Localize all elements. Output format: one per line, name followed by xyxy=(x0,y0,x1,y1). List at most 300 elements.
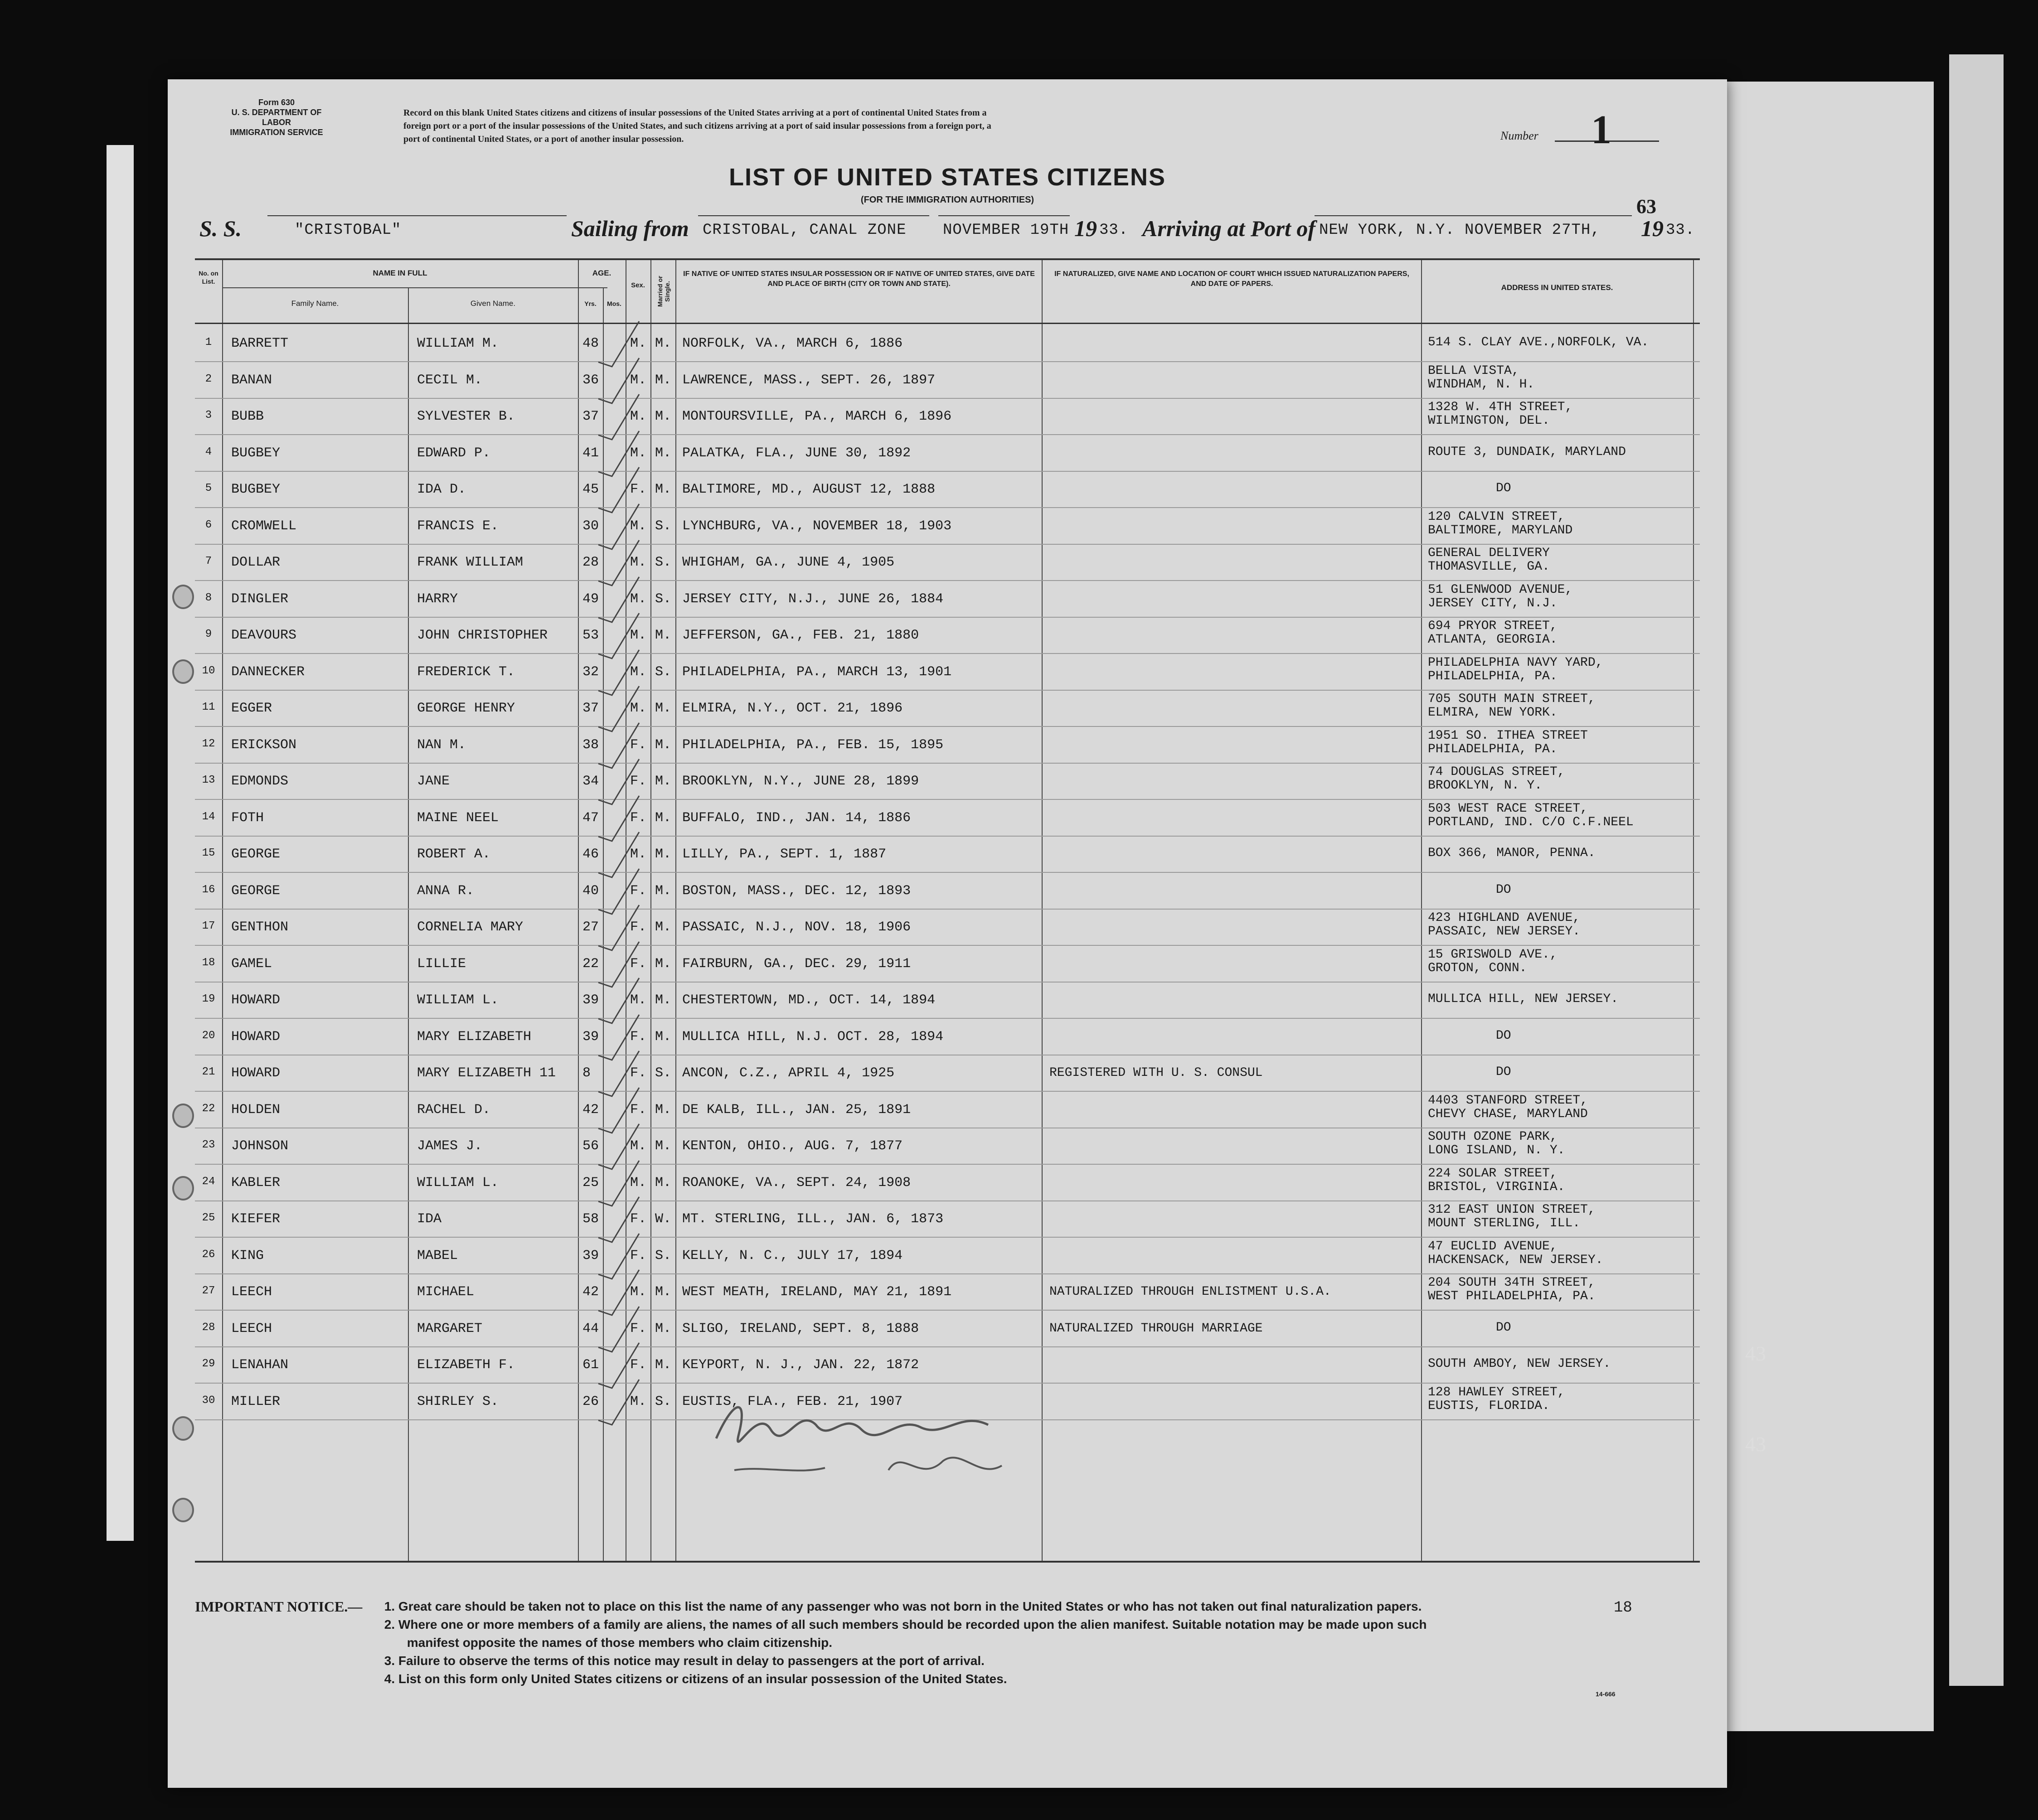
number-label: Number xyxy=(1500,129,1538,142)
notice-item-2-cont: manifest opposite the names of those members who claim citizenship. xyxy=(407,1636,832,1650)
address-line-2: SOUTH AMBOY, NEW JERSEY. xyxy=(1428,1357,1611,1371)
address xyxy=(1428,911,1580,939)
birth-place-date: PALATKA, FLA., JUNE 30, 1892 xyxy=(682,445,911,461)
address xyxy=(1428,336,1649,349)
address xyxy=(1428,1130,1565,1157)
family-name: DEAVOURS xyxy=(231,628,297,643)
marital-status: M. xyxy=(655,774,672,789)
birth-place-date: PASSAIC, N.J., NOV. 18, 1906 xyxy=(682,920,911,935)
year-prefix-1: 19 xyxy=(1074,216,1097,241)
header-sex: Sex. xyxy=(631,281,645,289)
given-name: WILLIAM L. xyxy=(417,992,499,1008)
family-name: LEECH xyxy=(231,1284,272,1300)
birth-place-date: LAWRENCE, MASS., SEPT. 26, 1897 xyxy=(682,372,936,388)
sex: M. xyxy=(630,372,647,388)
birth-place-date: MULLICA HILL, N.J. OCT. 28, 1894 xyxy=(682,1029,944,1045)
manifest-page xyxy=(168,79,1727,1788)
punch-hole xyxy=(172,659,194,684)
header-yrs: Yrs. xyxy=(584,300,597,307)
address-line-2: ROUTE 3, DUNDAIK, MARYLAND xyxy=(1428,445,1626,459)
sex: F. xyxy=(630,1065,647,1081)
row-number: 28 xyxy=(202,1321,215,1334)
family-name: BUGBEY xyxy=(231,482,281,497)
address xyxy=(1496,883,1511,897)
age-years: 45 xyxy=(582,482,599,497)
ship-name: "CRISTOBAL" xyxy=(295,222,402,239)
sex: M. xyxy=(630,1138,647,1154)
table-row xyxy=(195,436,1700,472)
table-row xyxy=(195,1092,1700,1128)
address xyxy=(1428,364,1534,392)
header-age: AGE. xyxy=(592,269,611,277)
departure-year: 33. xyxy=(1099,222,1129,239)
family-name: DOLLAR xyxy=(231,555,281,570)
birth-place-date: SLIGO, IRELAND, SEPT. 8, 1888 xyxy=(682,1321,919,1336)
row-number: 8 xyxy=(205,591,212,604)
birth-place-date: DE KALB, ILL., JAN. 25, 1891 xyxy=(682,1102,911,1118)
table-row xyxy=(195,873,1700,910)
row-number: 25 xyxy=(202,1212,215,1224)
row-number: 4 xyxy=(205,445,212,458)
family-name: BUBB xyxy=(231,409,264,424)
family-name: HOWARD xyxy=(231,1065,281,1081)
address xyxy=(1428,1240,1603,1267)
age-years: 39 xyxy=(582,1029,599,1045)
list-number: 1 xyxy=(1591,107,1611,152)
table-row xyxy=(195,654,1700,691)
notice-item-3: 3. Failure to observe the terms of this notice may result in delay to passengers at the port of arrival. xyxy=(384,1654,985,1668)
table-row xyxy=(195,1165,1700,1201)
sex: F. xyxy=(630,774,647,789)
marital-status: M. xyxy=(655,992,672,1008)
birth-place-date: MT. STERLING, ILL., JAN. 6, 1873 xyxy=(682,1211,944,1227)
age-years: 30 xyxy=(582,518,599,534)
age-years: 39 xyxy=(582,1248,599,1263)
table-row xyxy=(195,946,1700,983)
row-number: 7 xyxy=(205,555,212,567)
address-line-2: DO xyxy=(1496,1320,1511,1335)
marital-status: S. xyxy=(655,664,672,680)
sex: F. xyxy=(630,1248,647,1263)
address-line-2: PORTLAND, IND. C/O C.F.NEEL xyxy=(1428,815,1634,829)
family-name: EDMONDS xyxy=(231,774,289,789)
family-name: GEORGE xyxy=(231,883,281,899)
family-name: CROMWELL xyxy=(231,518,297,534)
table-row xyxy=(195,1019,1700,1055)
table-row xyxy=(195,508,1700,545)
address-line-1: 15 GRISWOLD AVE., xyxy=(1428,947,1558,962)
header-name-in-full: NAME IN FULL xyxy=(373,269,427,277)
sex: M. xyxy=(630,701,647,716)
address xyxy=(1428,1094,1588,1121)
department-name: U. S. DEPARTMENT OF LABOR xyxy=(231,108,322,127)
table-row xyxy=(195,363,1700,399)
family-name: JOHNSON xyxy=(231,1138,289,1154)
birth-place-date: ROANOKE, VA., SEPT. 24, 1908 xyxy=(682,1175,911,1191)
table-row xyxy=(195,1128,1700,1165)
header-given-name: Given Name. xyxy=(470,299,516,308)
given-name: GEORGE HENRY xyxy=(417,701,515,716)
birth-place-date: WEST MEATH, IRELAND, MAY 21, 1891 xyxy=(682,1284,952,1300)
birth-place-date: ELMIRA, N.Y., OCT. 21, 1896 xyxy=(682,701,903,716)
row-number: 17 xyxy=(202,920,215,932)
family-name: KING xyxy=(231,1248,264,1263)
address xyxy=(1496,1321,1511,1335)
birth-place-date: BUFFALO, IND., JAN. 14, 1886 xyxy=(682,810,911,826)
address-line-1: 47 EUCLID AVENUE, xyxy=(1428,1239,1558,1254)
family-name: HOWARD xyxy=(231,992,281,1008)
date-underline xyxy=(938,215,1070,216)
address-line-1: 1328 W. 4TH STREET, xyxy=(1428,400,1573,414)
given-name: NAN M. xyxy=(417,737,466,753)
row-number: 20 xyxy=(202,1029,215,1042)
birth-place-date: FAIRBURN, GA., DEC. 29, 1911 xyxy=(682,956,911,972)
address-line-2: DO xyxy=(1496,882,1511,897)
punch-hole xyxy=(172,1104,194,1128)
birth-place-date: WHIGHAM, GA., JUNE 4, 1905 xyxy=(682,555,895,570)
birth-place-date: JEFFERSON, GA., FEB. 21, 1880 xyxy=(682,628,919,643)
address-line-1: 128 HAWLEY STREET, xyxy=(1428,1385,1565,1399)
age-years: 41 xyxy=(582,445,599,461)
sailing-from-label: Sailing from xyxy=(571,216,689,241)
row-number: 3 xyxy=(205,409,212,421)
punch-hole xyxy=(172,1498,194,1522)
row-number: 15 xyxy=(202,847,215,859)
marital-status: M. xyxy=(655,628,672,643)
table-row xyxy=(195,983,1700,1019)
departure-port: CRISTOBAL, CANAL ZONE xyxy=(703,222,907,239)
row-number: 9 xyxy=(205,628,212,640)
age-years: 8 xyxy=(582,1065,591,1081)
address-line-2: HACKENSACK, NEW JERSEY. xyxy=(1428,1253,1603,1267)
address-line-1: 51 GLENWOOD AVENUE, xyxy=(1428,582,1573,597)
age-years: 40 xyxy=(582,883,599,899)
birth-place-date: JERSEY CITY, N.J., JUNE 26, 1884 xyxy=(682,591,944,607)
address-line-2: ELMIRA, NEW YORK. xyxy=(1428,706,1558,720)
marital-status: S. xyxy=(655,1248,672,1263)
age-years: 27 xyxy=(582,920,599,935)
sex: F. xyxy=(630,810,647,826)
margin-note-1: 43 xyxy=(1745,1342,1766,1365)
given-name: WILLIAM L. xyxy=(417,1175,499,1191)
age-years: 37 xyxy=(582,701,599,716)
address-line-2: LONG ISLAND, N. Y. xyxy=(1428,1143,1565,1157)
marital-status: S. xyxy=(655,555,672,570)
sex: M. xyxy=(630,1284,647,1300)
sex: M. xyxy=(630,1394,647,1409)
given-name: FRANK WILLIAM xyxy=(417,555,524,570)
address-line-2: BALTIMORE, MARYLAND xyxy=(1428,523,1573,537)
given-name: MICHAEL xyxy=(417,1284,475,1300)
marital-status: M. xyxy=(655,737,672,753)
marital-status: S. xyxy=(655,1394,672,1409)
table-row xyxy=(195,1347,1700,1384)
address xyxy=(1496,1029,1511,1043)
birth-place-date: MONTOURSVILLE, PA., MARCH 6, 1896 xyxy=(682,409,952,424)
sex: M. xyxy=(630,555,647,570)
address-line-2: BRISTOL, VIRGINIA. xyxy=(1428,1180,1565,1194)
marital-status: M. xyxy=(655,1138,672,1154)
row-number: 22 xyxy=(202,1102,215,1115)
sex: F. xyxy=(630,883,647,899)
address xyxy=(1428,1167,1565,1194)
sex: F. xyxy=(630,482,647,497)
marital-status: M. xyxy=(655,1175,672,1191)
given-name: EDWARD P. xyxy=(417,445,491,461)
address-line-1: PHILADELPHIA NAVY YARD, xyxy=(1428,655,1603,670)
address-line-2: GROTON, CONN. xyxy=(1428,961,1527,975)
address-line-2: PHILADELPHIA, PA. xyxy=(1428,742,1558,756)
address xyxy=(1428,847,1596,860)
page-subtitle: (FOR THE IMMIGRATION AUTHORITIES) xyxy=(860,195,1034,205)
birth-place-date: LYNCHBURG, VA., NOVEMBER 18, 1903 xyxy=(682,518,952,534)
age-years: 32 xyxy=(582,664,599,680)
address-line-1: 4403 STANFORD STREET, xyxy=(1428,1093,1588,1108)
given-name: FRANCIS E. xyxy=(417,518,499,534)
sex: F. xyxy=(630,1029,647,1045)
marital-status: M. xyxy=(655,1029,672,1045)
family-name: DINGLER xyxy=(231,591,289,607)
address-line-2: MOUNT STERLING, ILL. xyxy=(1428,1216,1581,1230)
address-line-1: BELLA VISTA, xyxy=(1428,363,1519,378)
sex: M. xyxy=(630,664,647,680)
address-line-1: 1951 SO. ITHEA STREET xyxy=(1428,728,1588,743)
family-name: KIEFER xyxy=(231,1211,281,1227)
row-number: 2 xyxy=(205,373,212,385)
header-naturalized: IF NATURALIZED, GIVE NAME AND LOCATION OF COURT WHICH ISSUED NATURALIZATION PAPERS, AND DATE OF PAPERS. xyxy=(1054,270,1409,288)
address xyxy=(1428,729,1588,756)
marital-status: M. xyxy=(655,883,672,899)
family-name: DANNECKER xyxy=(231,664,305,680)
given-name: JOHN CHRISTOPHER xyxy=(417,628,548,643)
birth-place-date: PHILADELPHIA, PA., FEB. 15, 1895 xyxy=(682,737,944,753)
marital-status: M. xyxy=(655,336,672,351)
given-name: MARY ELIZABETH xyxy=(417,1029,532,1045)
record-line-1: Record on this blank United States citizens and citizens of insular possessions of the United States arriving at a port of continental United States from a xyxy=(403,108,987,118)
ss-label: S. S. xyxy=(199,216,242,241)
record-instructions xyxy=(403,106,1627,146)
family-name: LEECH xyxy=(231,1321,272,1336)
address xyxy=(1428,992,1618,1006)
sex: M. xyxy=(630,518,647,534)
given-name: SYLVESTER B. xyxy=(417,409,515,424)
table-row xyxy=(195,1201,1700,1238)
form-header-block xyxy=(222,97,331,137)
row-number: 5 xyxy=(205,482,212,494)
age-years: 47 xyxy=(582,810,599,826)
header-address: ADDRESS IN UNITED STATES. xyxy=(1501,283,1613,292)
address-line-2: EUSTIS, FLORIDA. xyxy=(1428,1399,1550,1413)
birth-place-date: BROOKLYN, N.Y., JUNE 28, 1899 xyxy=(682,774,919,789)
arrival-underline xyxy=(1315,215,1632,216)
punch-hole xyxy=(172,1416,194,1441)
address-line-2: 514 S. CLAY AVE.,NORFOLK, VA. xyxy=(1428,335,1649,349)
marital-status: M. xyxy=(655,1357,672,1373)
table-row xyxy=(195,1055,1700,1092)
underlying-page xyxy=(1713,82,1934,1731)
marital-status: M. xyxy=(655,956,672,972)
arriving-label: Arriving at Port of xyxy=(1142,216,1315,241)
header-birth: IF NATIVE OF UNITED STATES INSULAR POSSESSION OR IF NATIVE OF UNITED STATES, GIVE DATE AND PLACE OF BIRTH (CITY OR TOWN AND STATE). xyxy=(683,270,1035,288)
family-name: BANAN xyxy=(231,372,272,388)
address xyxy=(1428,1386,1565,1413)
header-rule xyxy=(195,323,1700,324)
header-mos: Mos. xyxy=(607,300,621,307)
given-name: IDA D. xyxy=(417,482,466,497)
marital-status: M. xyxy=(655,1321,672,1336)
address-line-2: ATLANTA, GEORGIA. xyxy=(1428,633,1558,647)
sex: M. xyxy=(630,445,647,461)
check-mark xyxy=(594,1375,647,1429)
punch-hole xyxy=(172,1176,194,1200)
sex: F. xyxy=(630,1211,647,1227)
sex: F. xyxy=(630,1102,647,1118)
family-name: EGGER xyxy=(231,701,272,716)
address xyxy=(1428,445,1626,459)
address-line-1: 120 CALVIN STREET, xyxy=(1428,509,1565,524)
table-row xyxy=(195,326,1700,362)
birth-place-date: BALTIMORE, MD., AUGUST 12, 1888 xyxy=(682,482,936,497)
header-family-name: Family Name. xyxy=(291,299,339,308)
address xyxy=(1428,765,1565,793)
family-name: LENAHAN xyxy=(231,1357,289,1373)
sex: F. xyxy=(630,737,647,753)
address-line-2: MULLICA HILL, NEW JERSEY. xyxy=(1428,992,1619,1006)
family-name: GENTHON xyxy=(231,920,289,935)
tally-count: 18 xyxy=(1614,1599,1632,1617)
given-name: FREDERICK T. xyxy=(417,664,515,680)
address-line-2: WINDHAM, N. H. xyxy=(1428,377,1535,392)
age-years: 61 xyxy=(582,1357,599,1373)
important-notice xyxy=(195,1597,1736,1688)
notice-heading: IMPORTANT NOTICE.— xyxy=(195,1598,363,1615)
birth-place-date: KELLY, N. C., JULY 17, 1894 xyxy=(682,1248,903,1263)
sex: M. xyxy=(630,992,647,1008)
given-name: SHIRLEY S. xyxy=(417,1394,499,1409)
row-number: 12 xyxy=(202,737,215,750)
age-years: 34 xyxy=(582,774,599,789)
table-row xyxy=(195,764,1700,800)
row-number: 24 xyxy=(202,1175,215,1188)
given-name: MAINE NEEL xyxy=(417,810,499,826)
row-number: 18 xyxy=(202,956,215,969)
binding-strip-right xyxy=(1949,54,2004,1686)
age-years: 42 xyxy=(582,1284,599,1300)
given-name: JANE xyxy=(417,774,450,789)
address-line-1: GENERAL DELIVERY xyxy=(1428,546,1550,560)
marital-status: W. xyxy=(655,1211,672,1227)
given-name: HARRY xyxy=(417,591,458,607)
address-line-1: 705 SOUTH MAIN STREET, xyxy=(1428,692,1596,706)
family-name: GEORGE xyxy=(231,847,281,862)
service-name: IMMIGRATION SERVICE xyxy=(230,128,323,137)
age-years: 28 xyxy=(582,555,599,570)
sex: M. xyxy=(630,336,647,351)
address-line-1: SOUTH OZONE PARK, xyxy=(1428,1130,1558,1144)
arrival-year: 33. xyxy=(1666,222,1695,239)
birth-place-date: EUSTIS, FLA., FEB. 21, 1907 xyxy=(682,1394,903,1409)
address xyxy=(1428,510,1572,537)
given-name: WILLIAM M. xyxy=(417,336,499,351)
header-no: No. on List. xyxy=(199,270,218,285)
address-line-1: 423 HIGHLAND AVENUE, xyxy=(1428,911,1581,925)
address-line-2: PASSAIC, NEW JERSEY. xyxy=(1428,925,1581,939)
table-row xyxy=(195,1311,1700,1347)
table-row xyxy=(195,399,1700,435)
family-name: MILLER xyxy=(231,1394,281,1409)
naturalization-info: REGISTERED WITH U. S. CONSUL xyxy=(1049,1066,1263,1080)
record-line-3: port of continental United States, or a port of another insular possession. xyxy=(403,134,684,144)
marital-status: M. xyxy=(655,847,672,862)
address xyxy=(1428,948,1558,975)
given-name: LILLIE xyxy=(417,956,466,972)
address-line-1: 694 PRYOR STREET, xyxy=(1428,619,1558,633)
address xyxy=(1428,1203,1596,1230)
marital-status: M. xyxy=(655,445,672,461)
age-years: 38 xyxy=(582,737,599,753)
age-years: 53 xyxy=(582,628,599,643)
family-name: BARRETT xyxy=(231,336,289,351)
naturalization-info: NATURALIZED THROUGH ENLISTMENT U.S.A. xyxy=(1049,1285,1331,1299)
sex: M. xyxy=(630,1175,647,1191)
table-row xyxy=(195,1274,1700,1311)
table-row xyxy=(195,910,1700,946)
birth-place-date: ANCON, C.Z., APRIL 4, 1925 xyxy=(682,1065,895,1081)
table-row xyxy=(195,618,1700,654)
family-name: GAMEL xyxy=(231,956,272,972)
sex: M. xyxy=(630,409,647,424)
table-row xyxy=(195,800,1700,837)
address-line-1: 224 SOLAR STREET, xyxy=(1428,1166,1558,1181)
naturalization-info: NATURALIZED THROUGH MARRIAGE xyxy=(1049,1321,1263,1336)
record-line-2: foreign port or a port of the insular possessions of the United States, and such citizens arriving at a port of said insular possessions from a foreign port, a xyxy=(403,121,991,131)
notice-item-1: 1. Great care should be taken not to place on this list the name of any passenger who was not born in the United States or who has not taken out final naturalization papers. xyxy=(384,1599,1422,1613)
sex: M. xyxy=(630,628,647,643)
age-years: 46 xyxy=(582,847,599,862)
age-years: 39 xyxy=(582,992,599,1008)
age-years: 26 xyxy=(582,1394,599,1409)
address xyxy=(1496,1065,1511,1079)
birth-place-date: BOSTON, MASS., DEC. 12, 1893 xyxy=(682,883,911,899)
row-number: 19 xyxy=(202,993,215,1005)
marital-status: M. xyxy=(655,810,672,826)
departure-underline xyxy=(698,215,929,216)
address xyxy=(1428,656,1603,683)
address xyxy=(1428,583,1572,610)
row-number: 11 xyxy=(202,701,215,713)
departure-date: NOVEMBER 19TH xyxy=(943,222,1069,239)
address-line-2: DO xyxy=(1496,481,1511,495)
birth-place-date: LILLY, PA., SEPT. 1, 1887 xyxy=(682,847,887,862)
marital-status: M. xyxy=(655,701,672,716)
age-years: 37 xyxy=(582,409,599,424)
row-number: 30 xyxy=(202,1394,215,1407)
row-number: 16 xyxy=(202,883,215,896)
row-number: 27 xyxy=(202,1285,215,1297)
marital-status: M. xyxy=(655,920,672,935)
row-number: 10 xyxy=(202,664,215,677)
table-row xyxy=(195,1238,1700,1274)
name-header-rule xyxy=(222,287,607,288)
given-name: IDA xyxy=(417,1211,442,1227)
page-number: 63 xyxy=(1636,195,1656,218)
address xyxy=(1496,482,1511,495)
sex: F. xyxy=(630,920,647,935)
address-line-2: DO xyxy=(1496,1065,1511,1079)
age-years: 22 xyxy=(582,956,599,972)
address xyxy=(1428,692,1596,720)
table-row xyxy=(195,545,1700,581)
